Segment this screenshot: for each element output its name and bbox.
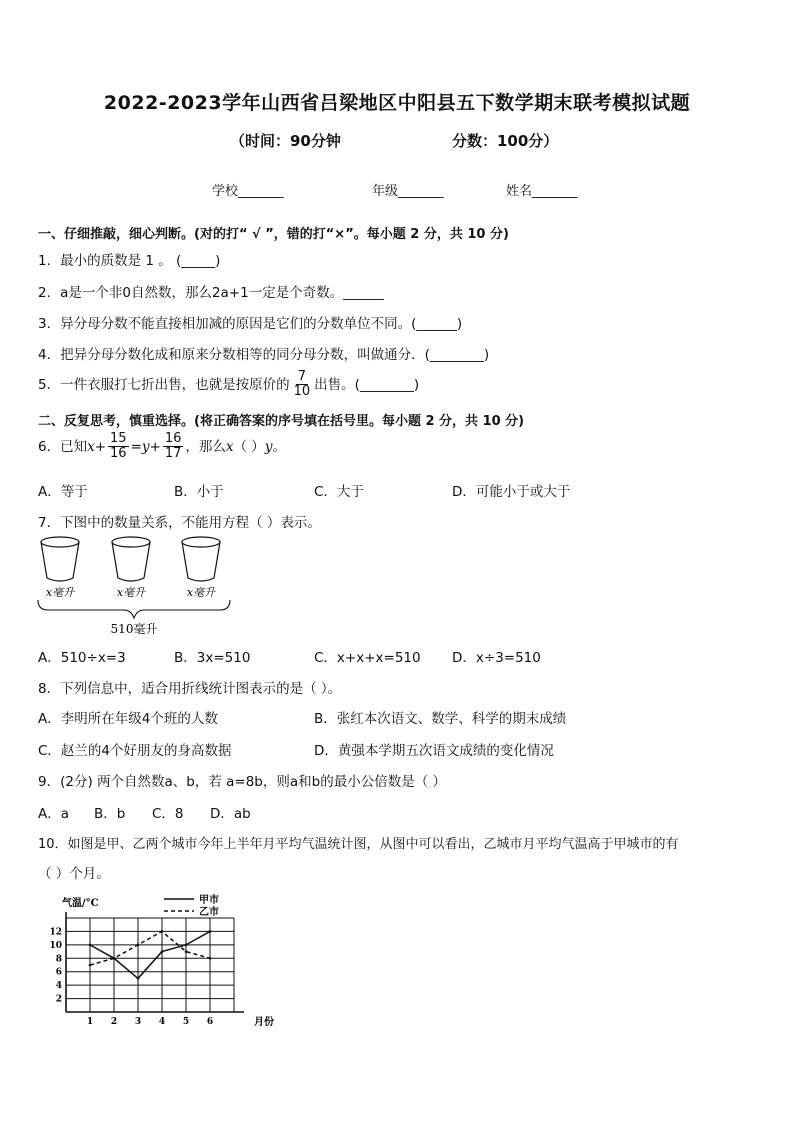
total-label: 510毫升 <box>110 622 158 636</box>
q8-option-a: A．李明所在年级4个班的人数 <box>38 711 218 727</box>
cup-3-label: x毫升 <box>186 586 216 599</box>
grade-field[interactable]: 年级_______ <box>372 184 444 199</box>
q8-option-b: B．张红本次语文、数学、科学的期末成绩 <box>314 711 567 727</box>
question-1: 1．最小的质数是 1 。 (_____) <box>38 253 221 269</box>
q6-var-x2: x <box>225 438 234 455</box>
fraction-numerator: 16 <box>164 431 182 446</box>
data-point <box>113 957 116 960</box>
q6-prefix: 6．已知 <box>38 438 88 455</box>
data-point <box>185 950 188 953</box>
x-tick-label: 4 <box>158 1017 166 1027</box>
data-point <box>209 930 212 933</box>
fraction-denominator: 10 <box>293 384 311 400</box>
data-point <box>161 930 164 933</box>
q6-equals: = <box>130 438 142 455</box>
q8-option-c: C．赵兰的4个好朋友的身高数据 <box>38 743 232 759</box>
question-3: 3．异分母分数不能直接相加减的原因是它们的分数单位不同。(______) <box>38 316 463 332</box>
x-tick-label: 5 <box>182 1017 190 1027</box>
exam-time: （时间：90分钟 <box>230 132 341 150</box>
x-axis-label: 月份 <box>254 1017 274 1028</box>
q6-option-a: A．等于 <box>38 484 88 500</box>
question-2: 2．a是一个非0自然数，那么2a+1一定是个奇数。______ <box>38 285 384 301</box>
data-point <box>89 944 92 947</box>
question-5 <box>38 370 419 400</box>
data-point <box>137 977 140 980</box>
cup-2-label: x毫升 <box>116 586 146 599</box>
question-8: 8．下列信息中，适合用折线统计图表示的是（ ）。 <box>38 681 342 697</box>
data-point <box>185 944 188 947</box>
section-1-heading: 一、仔细推敲，细心判断。(对的打“ √ ”，错的打“×”。每小题 2 分，共 10 分) <box>38 227 509 242</box>
exam-title: 2022-2023学年山西省吕梁地区中阳县五下数学期末联考模拟试题 <box>103 92 691 114</box>
legend-label-jia: 甲市 <box>199 895 219 906</box>
q6-option-d: D．可能小于或大于 <box>452 484 571 500</box>
data-point <box>89 964 92 967</box>
section-2-heading: 二、反复思考，慎重选择。(将正确答案的序号填在括号里。每小题 2 分，共 10 分) <box>38 414 525 429</box>
question-7: 7．下图中的数量关系，不能用方程（ ）表示。 <box>38 515 321 531</box>
q7-option-c: C．x+x+x=510 <box>314 650 421 666</box>
fraction-seven-tenths <box>292 370 313 400</box>
question-6 <box>38 432 286 462</box>
x-tick-label: 3 <box>134 1017 142 1027</box>
q6-middle: ，那么 <box>185 438 226 455</box>
temperature-line-chart <box>44 890 294 1032</box>
question-5-tail: 出售。(________) <box>314 376 420 393</box>
brace-icon <box>38 600 230 618</box>
fraction-numerator: 15 <box>110 431 127 446</box>
fraction-denominator: 17 <box>164 446 182 462</box>
school-field[interactable]: 学校_______ <box>212 184 284 199</box>
y-tick-label: 8 <box>55 954 62 965</box>
q6-blank: （ ） <box>233 438 265 455</box>
question-5-text: 5．一件衣服打七折出售，也就是按原价的 <box>38 376 290 393</box>
y-axis-label: 气温/°C <box>62 898 99 909</box>
y-tick-label: 4 <box>55 981 62 992</box>
fraction-16-17 <box>163 432 184 462</box>
q6-plus-2: + <box>149 438 161 455</box>
fraction-numerator: 7 <box>297 369 306 384</box>
question-9: 9．(2分) 两个自然数a、b，若 a=8b，则a和b的最小公倍数是（ ） <box>38 774 447 790</box>
q9-option-b: B．b <box>94 806 126 822</box>
q9-option-c: C．8 <box>152 806 184 822</box>
name-field[interactable]: 姓名_______ <box>506 184 578 199</box>
fraction-denominator: 16 <box>110 446 127 462</box>
fraction-15-16 <box>108 432 129 462</box>
q6-option-c: C．大于 <box>314 484 364 500</box>
cups-figure <box>34 532 244 642</box>
x-tick-label: 2 <box>110 1017 118 1027</box>
q6-option-b: B．小于 <box>174 484 224 500</box>
cup-icon <box>112 537 150 581</box>
cup-1-label: x毫升 <box>45 586 75 599</box>
data-point <box>137 944 140 947</box>
series-line-yi <box>90 931 210 965</box>
cup-icon <box>182 537 220 581</box>
y-tick-label: 10 <box>49 940 62 951</box>
x-tick-label: 6 <box>206 1017 214 1027</box>
y-tick-label: 2 <box>55 994 62 1005</box>
y-tick-label: 12 <box>49 927 62 938</box>
q6-var-y2: y <box>264 438 273 455</box>
chart-series <box>89 930 212 980</box>
q9-option-d: D．ab <box>210 806 251 822</box>
question-10-line-2: （ ）个月。 <box>38 866 110 882</box>
cup-icon <box>41 537 79 581</box>
q7-option-b: B．3x=510 <box>174 650 251 666</box>
legend-label-yi: 乙市 <box>199 907 219 918</box>
q7-option-d: D．x÷3=510 <box>452 650 541 666</box>
q6-end: 。 <box>272 438 286 455</box>
exam-score: 分数：100分） <box>452 132 559 150</box>
x-tick-label: 1 <box>86 1017 94 1027</box>
q7-option-a: A．510÷x=3 <box>38 650 126 666</box>
data-point <box>161 950 164 953</box>
question-10-line-1: 10．如图是甲、乙两个城市今年上半年月平均气温统计图，从图中可以看出，乙城市月平均气温高于甲城市的有 <box>38 837 679 852</box>
q6-plus-1: + <box>94 438 107 455</box>
y-tick-label: 6 <box>55 967 62 978</box>
q6-var-x: x <box>87 438 95 455</box>
question-4: 4．把异分母分数化成和原来分数相等的同分母分数，叫做通分．(________) <box>38 347 490 363</box>
data-point <box>209 957 212 960</box>
q9-option-a: A．a <box>38 806 70 822</box>
q6-var-y: y <box>141 438 150 455</box>
q8-option-d: D．黄强本学期五次语文成绩的变化情况 <box>314 743 554 759</box>
